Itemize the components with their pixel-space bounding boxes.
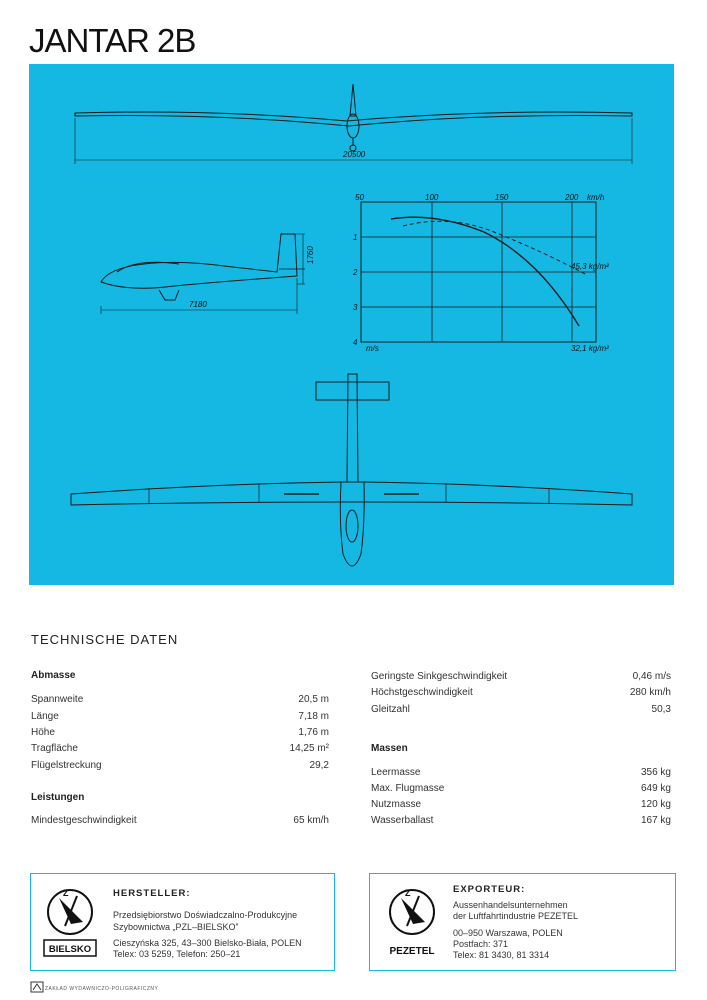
- printer-credit: ZAKŁAD WYDAWNICZO-POLIGRAFICZNY: [45, 986, 159, 992]
- spec-value: 0,46 m/s: [632, 671, 671, 682]
- pzl-bielsko-logo: [41, 884, 99, 960]
- section-heading: TECHNISCHE DATEN: [31, 632, 179, 647]
- svg-text:BIELSKO: BIELSKO: [48, 944, 92, 955]
- spec-value: 14,25 m²: [289, 743, 329, 754]
- manufacturer-line: Przedsiębiorstwo Doświadczalno-Produkcyjne: [113, 910, 298, 920]
- spec-value: 65 km/h: [293, 815, 329, 826]
- top-view: [71, 374, 632, 566]
- spec-label: Wasserballast: [371, 815, 434, 826]
- spec-value: 649 kg: [640, 783, 671, 794]
- y-tick-1: 1: [353, 233, 358, 242]
- group-title-massen: Massen: [371, 743, 408, 754]
- spec-label: Höhe: [31, 727, 55, 738]
- spec-label: Max. Flugmasse: [371, 783, 445, 794]
- y-tick-4: 4: [353, 338, 358, 347]
- spec-value: 20,5 m: [298, 694, 329, 705]
- spec-value: 7,18 m: [298, 711, 329, 722]
- polar-curve-high: [403, 221, 585, 274]
- printer-mark-icon: [30, 980, 44, 994]
- page-title: JANTAR 2B: [29, 22, 196, 59]
- spec-value: 29,2: [309, 760, 329, 771]
- group-title-leistungen: Leistungen: [31, 792, 85, 803]
- polar-curve-low: [391, 217, 579, 326]
- y-tick-3: 3: [353, 303, 358, 312]
- manufacturer-line: Szybownictwa „PZL–BIELSKO”: [113, 922, 239, 932]
- spec-label: Höchstgeschwindigkeit: [371, 687, 473, 698]
- three-view-drawing: [29, 64, 674, 585]
- x-tick-100: 100: [425, 193, 439, 202]
- spec-value: 356 kg: [640, 767, 671, 778]
- manufacturer-line: Telex: 03 5259, Telefon: 250–21: [113, 949, 241, 959]
- exporter-heading: EXPORTEUR:: [453, 884, 526, 895]
- svg-text:Z: Z: [63, 888, 69, 898]
- side-length-dimension: 7180: [189, 300, 207, 309]
- spec-label: Spannweite: [31, 694, 84, 705]
- exporter-box: [369, 873, 676, 971]
- exporter-line: Aussenhandelsunternehmen: [453, 900, 568, 910]
- manufacturer-line: Cieszyńska 325, 43–300 Bielsko-Biała, POLEN: [113, 938, 302, 948]
- exporter-line: 00–950 Warszawa, POLEN: [453, 928, 563, 938]
- svg-text:PEZETEL: PEZETEL: [389, 946, 435, 957]
- spec-label: Mindestgeschwindigkeit: [31, 815, 137, 826]
- exporter-line: Telex: 81 3430, 81 3314: [453, 950, 550, 960]
- spec-value: 167 kg: [640, 815, 671, 826]
- spec-value: 50,3: [651, 704, 671, 715]
- group-title-abmasse: Abmasse: [31, 670, 76, 681]
- polar-chart: [361, 202, 596, 342]
- svg-text:Z: Z: [405, 888, 411, 898]
- y-unit-label: m/s: [366, 344, 379, 353]
- spec-label: Nutzmasse: [371, 799, 422, 810]
- curve-high-label: 45,3 kg/m²: [571, 262, 609, 271]
- spec-label: Tragfläche: [31, 743, 78, 754]
- x-tick-50: 50: [355, 193, 364, 202]
- x-unit-label: km/h: [587, 193, 605, 202]
- x-tick-150: 150: [495, 193, 509, 202]
- side-height-dimension: 1760: [306, 246, 315, 264]
- curve-low-label: 32,1 kg/m²: [571, 344, 609, 353]
- drawing-panel: [29, 64, 674, 585]
- spec-label: Gleitzahl: [371, 704, 410, 715]
- spec-label: Leermasse: [371, 767, 421, 778]
- spec-value: 120 kg: [640, 799, 671, 810]
- spec-label: Flügelstreckung: [31, 760, 102, 771]
- spec-label: Geringste Sinkgeschwindigkeit: [371, 671, 508, 682]
- spec-value: 280 km/h: [629, 687, 671, 698]
- spec-label: Länge: [31, 711, 59, 722]
- y-tick-2: 2: [353, 268, 358, 277]
- front-span-dimension: 20500: [343, 150, 366, 159]
- manufacturer-box: [30, 873, 335, 971]
- pezetel-logo: [380, 884, 448, 960]
- exporter-line: der Luftfahrtindustrie PEZETEL: [453, 911, 579, 921]
- exporter-line: Postfach: 371: [453, 939, 509, 949]
- manufacturer-heading: HERSTELLER:: [113, 888, 191, 899]
- spec-value: 1,76 m: [298, 727, 329, 738]
- x-tick-200: 200: [565, 193, 579, 202]
